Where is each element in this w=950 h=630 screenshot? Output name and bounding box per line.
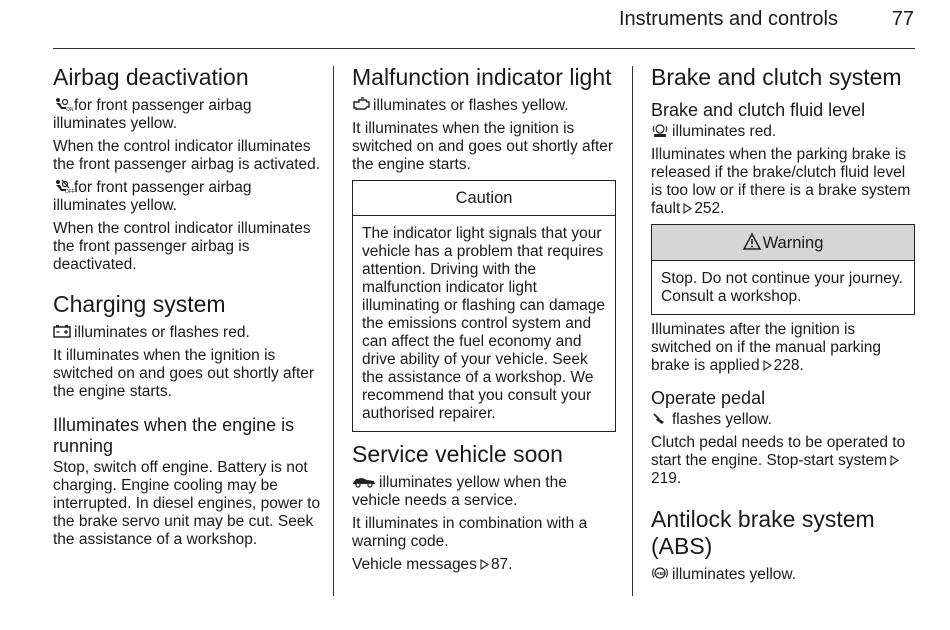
warning-box [651,224,915,315]
pedal-flashes-label: flashes yellow. [672,411,772,428]
charging-heading: Charging system [53,291,226,317]
abs-illuminates-text [651,566,915,584]
charging-illuminates-label: illuminates or flashes red. [74,324,250,341]
airbag-off-label: for front passenger airbag illuminates yellow. [53,179,252,214]
brake-icon [651,123,669,137]
airbag-off-icon [53,179,75,195]
brake-illuminates-text [651,123,915,141]
parking-brake-ref[interactable]: 228. [773,357,804,374]
warning-title-bar [652,225,914,261]
pedal-flashes-text [651,411,915,429]
header-rule [53,48,915,49]
pedal-icon [651,411,669,425]
page-reference-icon [890,455,899,466]
clutch-pedal-ref[interactable]: 219. [651,470,682,487]
charging-illuminates-text [53,324,321,342]
service-warning-code-text: It illuminates in combination with a warning code. [352,515,588,550]
caution-text: The indicator light signals that your vehicle has a problem that requires attention. Driving with the malfunction indicator light illuminating or flashing can damage the emissions control system and can affect the fuel economy and drive ability of your vehicle. Seek the assistance of a workshop. We recommend that you consult your authorised repairer. [362,225,605,422]
mil-heading: Malfunction indicator light [352,64,612,90]
brake-fluid-ref[interactable]: 252. [694,200,725,217]
vehicle-messages-text [352,556,616,574]
warning-title: Warning [762,234,824,252]
engine-running-text: Stop, switch off engine. Battery is not charging. Engine cooling may be interrupted. In diesel engines, power to the brake servo unit may be cut. Seek the assistance of a workshop. [53,459,321,548]
section-title: Instruments and controls [619,8,838,30]
airbag-off-text [53,179,321,215]
clutch-pedal-label: Clutch pedal needs to be operated to start the engine. Stop-start system [651,434,906,469]
battery-icon [53,324,71,338]
service-heading: Service vehicle soon [352,441,563,467]
airbag-heading: Airbag deactivation [53,64,249,90]
mil-illuminates-label: illuminates or flashes yellow. [373,97,569,114]
column-divider [333,66,334,596]
svg-text:ON: ON [66,107,74,113]
caution-title: Caution [353,181,615,216]
caution-box [352,180,616,432]
page-reference-icon [683,203,692,214]
engine-running-subheading: Illuminates when the engine is running [53,415,295,456]
abs-icon [651,566,669,580]
airbag-deactivated-text: When the control indicator illuminates the front passenger airbag is deactivated. [53,220,311,273]
svg-text:OFF: OFF [65,189,75,195]
fluid-level-subheading: Brake and clutch fluid level [651,100,866,120]
service-illuminates-text [352,474,616,510]
column-2 [352,64,616,579]
svg-text:ABS: ABS [656,570,667,576]
airbag-on-label: for front passenger airbag illuminates yellow. [53,97,252,132]
column-1 [53,64,321,554]
vehicle-messages-label: Vehicle messages [352,556,477,573]
parking-brake-label: Illuminates after the ignition is switched on if the manual parking brake is applied [651,321,882,374]
brake-heading: Brake and clutch system [651,64,902,90]
mil-ignition-text: It illuminates when the ignition is switched on and goes out shortly after the engine starts. [352,120,614,173]
brake-illuminates-label: illuminates red. [672,123,777,140]
airbag-activated-text: When the control indicator illuminates the front passenger airbag is activated. [53,138,321,173]
warning-text: Stop. Do not continue your journey. Consult a workshop. [661,270,903,305]
abs-illuminates-label: illuminates yellow. [672,566,797,583]
service-car-icon [352,474,376,488]
engine-icon [352,97,370,111]
airbag-on-icon [53,97,74,113]
parking-brake-text [651,321,915,375]
warning-triangle-icon [743,233,761,250]
page-reference-icon [480,559,489,570]
operate-pedal-subheading: Operate pedal [651,388,766,408]
charging-ignition-text: It illuminates when the ignition is switched on and goes out shortly after the engine starts. [53,347,315,400]
vehicle-messages-ref[interactable]: 87. [490,556,513,573]
column-divider [632,66,633,596]
clutch-pedal-text [651,434,915,488]
airbag-on-text [53,97,321,133]
brake-fluid-text [651,146,915,218]
page-reference-icon [763,360,772,371]
mil-illuminates-text [352,97,616,115]
page-number: 77 [891,8,914,30]
brake-fluid-label: Illuminates when the parking brake is released if the brake/clutch fluid level is too low or if there is a brake system fault [651,146,911,217]
service-illuminates-label: illuminates yellow when the vehicle needs a service. [352,474,567,509]
column-3 [651,64,915,589]
abs-heading: Antilock brake system (ABS) [651,506,875,559]
